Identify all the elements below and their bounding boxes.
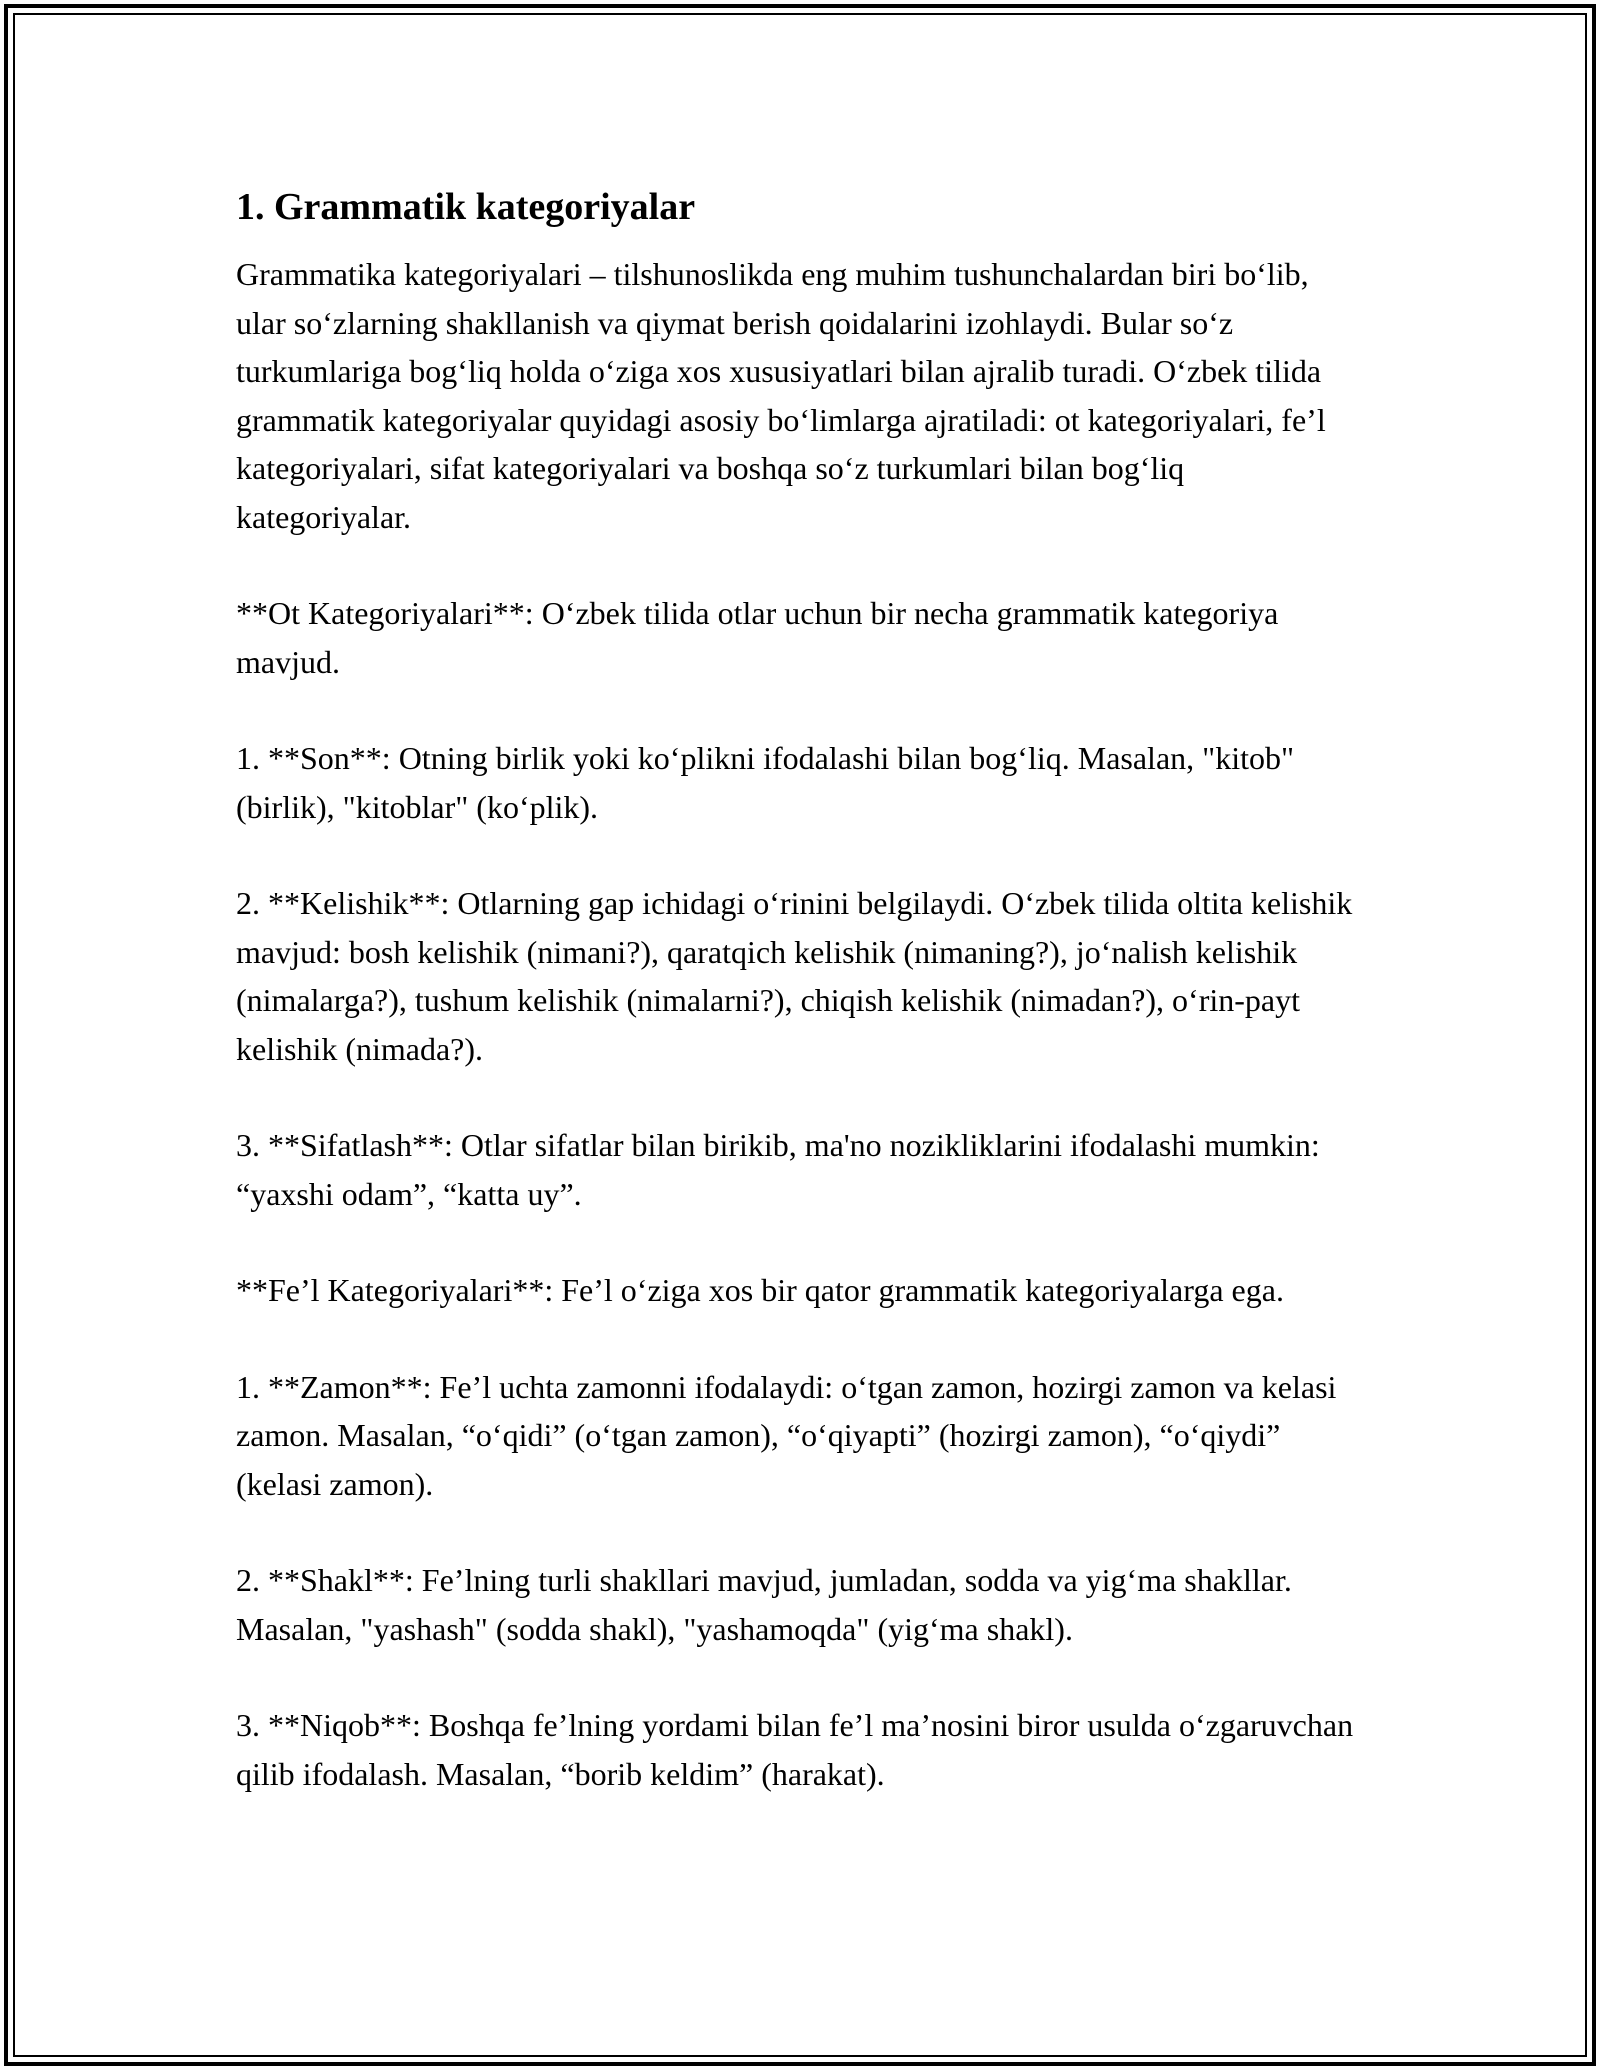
paragraph-niqob: 3. **Niqob**: Boshqa fe’lning yordami bilan fe’l ma’nosini biror usulda o‘zgaruvchan qilib ifodalash. Masalan, “borib keldim” (harakat). bbox=[236, 1707, 1354, 1792]
paragraph-ot-kategoriyalari: **Ot Kategoriyalari**: O‘zbek tilida otlar uchun bir necha grammatik kategoriya mavjud. bbox=[236, 595, 1279, 680]
paragraph-son: 1. **Son**: Otning birlik yoki ko‘plikni ifodalashi bilan bog‘liq. Masalan, "kitob" (birlik), "kitoblar" (ko‘plik). bbox=[236, 740, 1295, 825]
section-title: 1. Grammatik kategoriyalar bbox=[236, 186, 696, 228]
document-body bbox=[236, 184, 1366, 1846]
paragraph-shakl: 2. **Shakl**: Fe’lning turli shakllari mavjud, jumladan, sodda va yig‘ma shakllar. Masalan, "yashash" (sodda shakl), "yashamoqda" (yig‘ma shakl). bbox=[236, 1562, 1292, 1647]
paragraph-zamon: 1. **Zamon**: Fe’l uchta zamonni ifodalaydi: o‘tgan zamon, hozirgi zamon va kelasi zamon. Masalan, “o‘qidi” (o‘tgan zamon), “o‘qiyapti” (hozirgi zamon), “o‘qiydi” (kelasi zamon). bbox=[236, 1368, 1337, 1502]
paragraph-kelishik: 2. **Kelishik**: Otlarning gap ichidagi o‘rinini belgilaydi. O‘zbek tilida oltita kelishik mavjud: bosh kelishik (nimani?), qaratqich kelishik (nimaning?), jo‘nalish kelishik (nimalarga?), tushum kelishik (nimalarni?), chiqish kelishik (nimadan?), o‘rin-payt kelishik (nimada?). bbox=[236, 885, 1353, 1067]
paragraph-intro: Grammatika kategoriyalari – tilshunoslikda eng muhim tushunchalardan biri bo‘lib, ular so‘zlarning shakllanish va qiymat berish qoidalarini izohlaydi. Bular so‘z turkumlariga bog‘liq holda o‘ziga xos xususiyatlari bilan ajralib turadi. O‘zbek tilida grammatik kategoriyalar quyidagi asosiy bo‘limlarga ajratiladi: ot kategoriyalari, fe’l kategoriyalari, sifat kategoriyalari va boshqa so‘z turkumlari bilan bog‘liq kategoriyalar. bbox=[236, 256, 1326, 535]
paragraph-sifatlash: 3. **Sifatlash**: Otlar sifatlar bilan birikib, ma'no nozikliklarini ifodalashi mumkin: “yaxshi odam”, “katta uy”. bbox=[236, 1127, 1320, 1212]
paragraph-fel-kategoriyalari: **Fe’l Kategoriyalari**: Fe’l o‘ziga xos bir qator grammatik kategoriyalarga ega. bbox=[236, 1272, 1284, 1308]
